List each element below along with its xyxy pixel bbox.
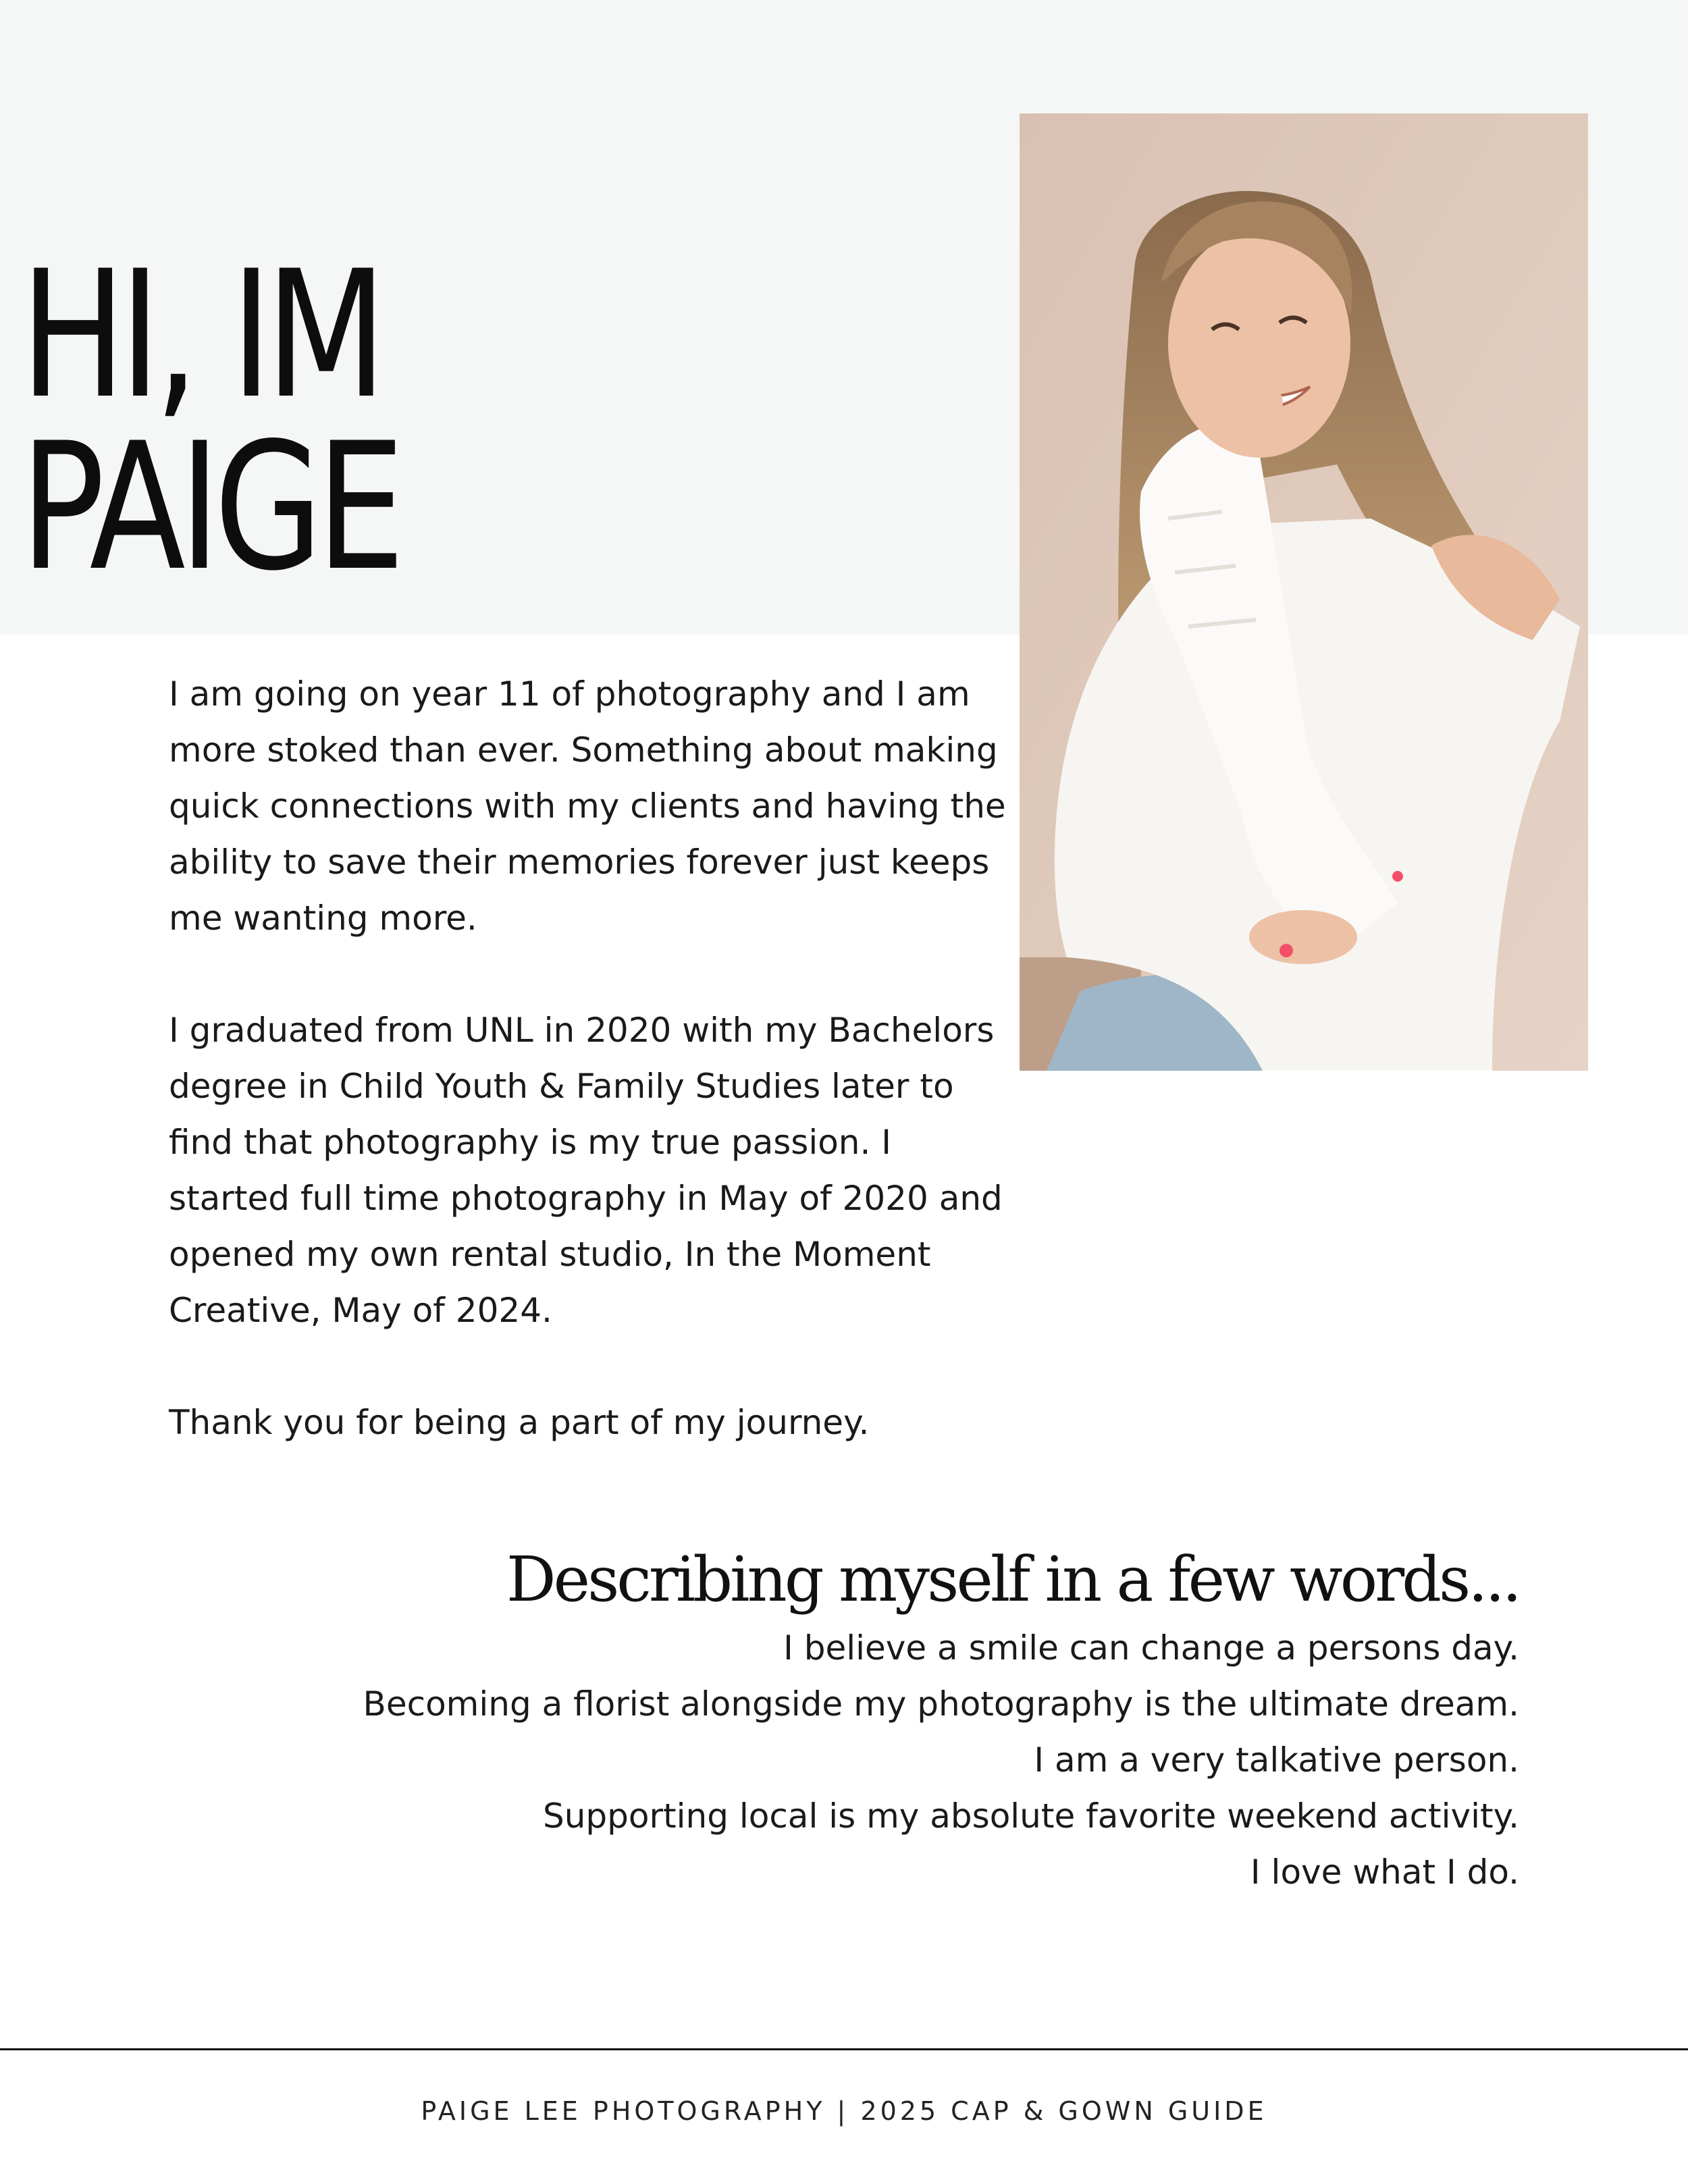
page-title <box>20 234 399 610</box>
title-line-2: PAIGE <box>20 406 399 610</box>
list-item: I believe a smile can change a persons day. <box>783 1628 1519 1668</box>
footer-text: PAIGE LEE PHOTOGRAPHY | 2025 CAP & GOWN GUIDE <box>421 2096 1267 2126</box>
bio-paragraph: I graduated from UNL in 2020 with my Bachelors degree in Child Youth & Family Studies later to find that photography is my true passion. I started full time photography in May of 2020 and opened my own rental studio, In the Moment Creative, May of 2024. <box>169 1011 1003 1330</box>
title-line-1: HI, IM <box>20 234 381 437</box>
list-item: Becoming a florist alongside my photography is the ultimate dream. <box>363 1684 1519 1724</box>
portrait-photo <box>1020 113 1588 1071</box>
bio-paragraph: I am going on year 11 of photography and I am more stoked than ever. Something about making quick connections with my clients and having the ability to save their memories forever just keeps me wanting more. <box>169 674 1006 938</box>
footer-divider <box>0 2048 1688 2050</box>
describe-section <box>236 1539 1519 1900</box>
bio-paragraph: Thank you for being a part of my journey. <box>169 1403 870 1442</box>
list-item: Supporting local is my absolute favorite weekend activity. <box>542 1796 1519 1836</box>
bio-text <box>169 666 1020 1451</box>
describe-list <box>236 1620 1519 1900</box>
list-item: I am a very talkative person. <box>1034 1740 1519 1780</box>
list-item: I love what I do. <box>1250 1853 1519 1892</box>
describe-heading: Describing myself in a few words... <box>506 1543 1519 1616</box>
